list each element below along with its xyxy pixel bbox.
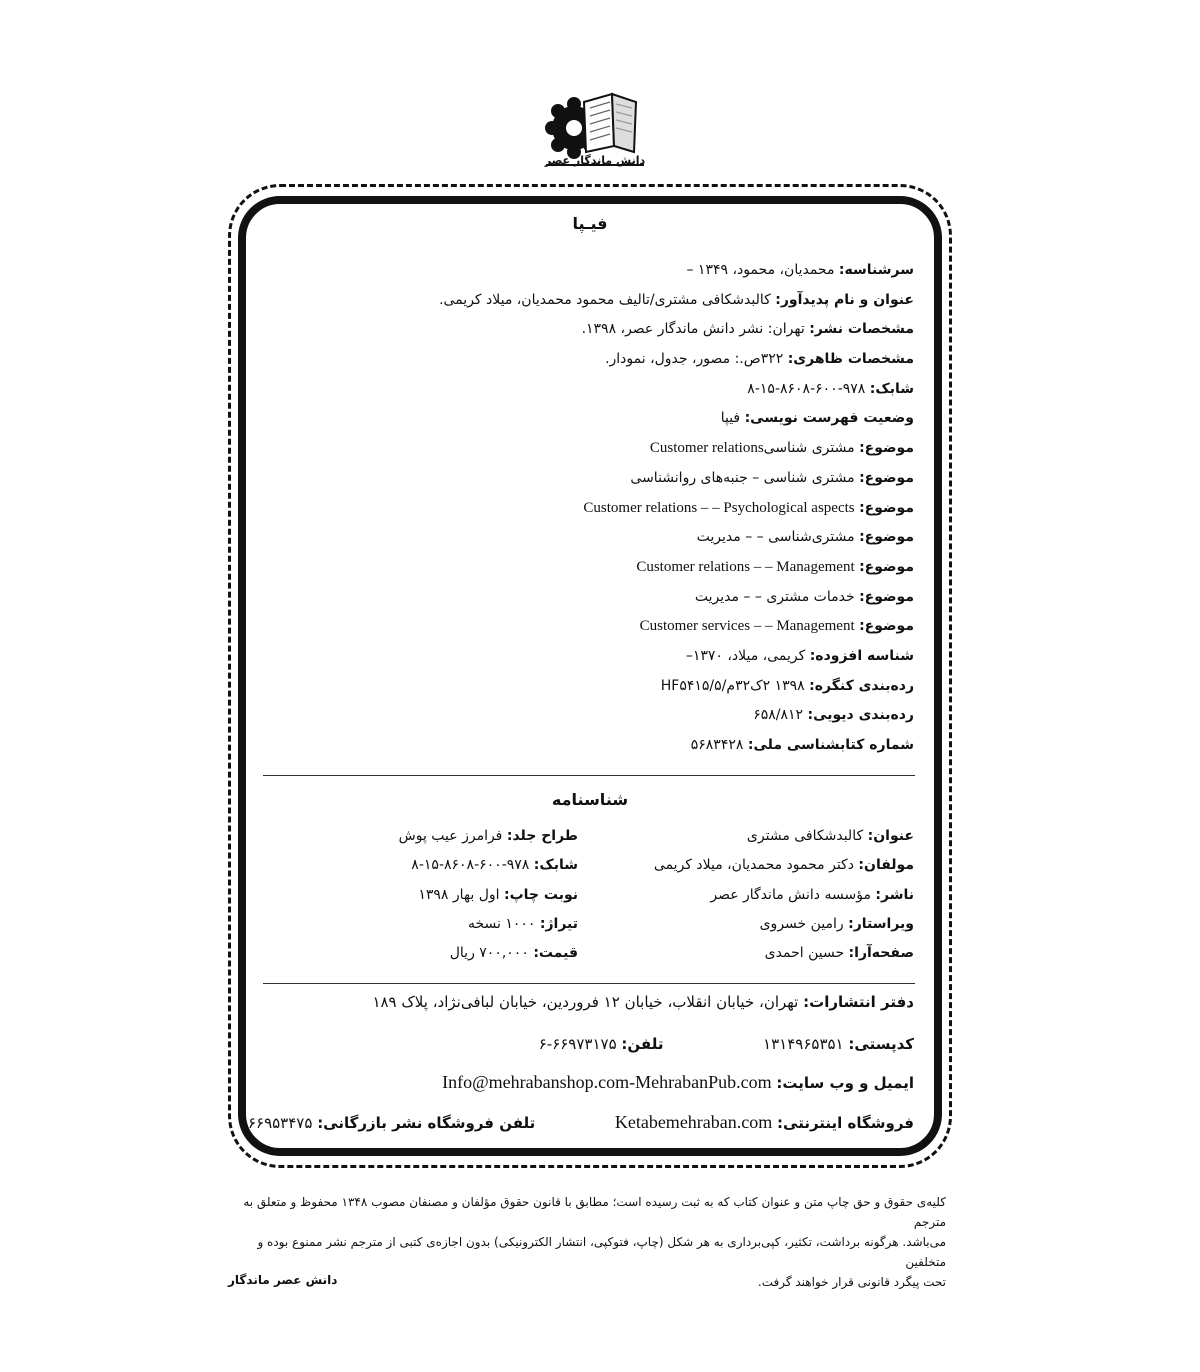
row-value: رامین خسروی bbox=[759, 915, 844, 932]
row-value-english: Customer relations – – Psychological aspects bbox=[583, 499, 855, 516]
row-value-english: Customer services – – Management bbox=[639, 618, 855, 635]
info-row bbox=[278, 910, 578, 939]
postal-value: ۱۳۱۴۹۶۵۳۵۱ bbox=[763, 1035, 844, 1053]
info-row bbox=[278, 851, 578, 880]
row-label: شابک: bbox=[533, 857, 578, 874]
row-label: ویراستار: bbox=[848, 915, 914, 932]
row-label: عنوان و نام پدیدآور: bbox=[775, 291, 914, 308]
row-label: عنوان: bbox=[867, 828, 914, 844]
info-row bbox=[264, 434, 914, 464]
row-value: مشتری شناسی bbox=[763, 440, 855, 457]
identity-heading: شناسنامه bbox=[551, 790, 629, 809]
info-row bbox=[264, 672, 914, 702]
fipa-heading: فیـپا bbox=[572, 214, 608, 233]
info-row bbox=[264, 286, 914, 316]
row-value: مشتری شناسی – جنبه‌های روانشناسی bbox=[630, 469, 855, 486]
row-value: مؤسسه دانش ماندگار عصر bbox=[710, 886, 871, 903]
office-address bbox=[274, 993, 914, 1011]
row-value: فیپا bbox=[720, 410, 741, 427]
info-row bbox=[594, 881, 914, 910]
logo-caption: دانش ماندگار عصر bbox=[544, 154, 646, 167]
row-value: کریمی، میلاد، ۱۳۷۰– bbox=[685, 647, 806, 664]
row-label: سرشناسه: bbox=[838, 262, 914, 278]
row-label: طراح جلد: bbox=[506, 828, 578, 844]
row-label: صفحه‌آرا: bbox=[848, 945, 914, 962]
row-label: موضوع: bbox=[859, 499, 914, 516]
divider bbox=[263, 983, 915, 984]
row-label: شماره کتابشناسی ملی: bbox=[747, 737, 914, 753]
info-row bbox=[264, 701, 914, 731]
row-label: تیراژ: bbox=[539, 915, 578, 932]
row-label: مولفان: bbox=[858, 857, 914, 874]
catalog-list bbox=[264, 256, 914, 761]
info-row bbox=[264, 494, 914, 524]
row-label: مشخصات نشر: bbox=[809, 321, 914, 338]
row-value-english: Customer relations – – Management bbox=[636, 558, 855, 575]
row-label: شابک: bbox=[869, 380, 914, 397]
row-label: موضوع: bbox=[859, 529, 914, 546]
row-value: ۱۰۰۰ نسخه bbox=[467, 915, 536, 932]
row-label: شناسه افزوده: bbox=[809, 647, 914, 664]
row-value: ۹۷۸-۶۰۰-۸۶۰۸-۱۵-۸ bbox=[411, 857, 530, 874]
postal-phone-row bbox=[274, 1035, 914, 1053]
info-row bbox=[594, 851, 914, 880]
copyright-notice bbox=[228, 1192, 946, 1292]
row-label: قیمت: bbox=[533, 945, 578, 962]
row-value: محمدیان، محمود، ۱۳۴۹ – bbox=[686, 262, 835, 278]
row-value: حسین احمدی bbox=[764, 945, 845, 962]
info-row bbox=[594, 939, 914, 968]
info-row bbox=[264, 612, 914, 642]
row-value: ۷۰۰,۰۰۰ ریال bbox=[449, 945, 529, 962]
row-label: موضوع: bbox=[859, 469, 914, 486]
row-value: دکتر محمود محمدیان، میلاد کریمی bbox=[653, 857, 854, 874]
web-label: ایمیل و وب سایت: bbox=[776, 1074, 914, 1092]
row-value: اول بهار ۱۳۹۸ bbox=[418, 886, 500, 903]
info-row bbox=[264, 642, 914, 672]
info-row bbox=[594, 822, 914, 851]
row-label: نوبت چاپ: bbox=[504, 886, 578, 903]
info-row bbox=[264, 315, 914, 345]
phone-value: ۶۶۹۷۳۱۷۵-۶ bbox=[538, 1035, 617, 1053]
copyright-line: تحت پیگرد قانونی قرار خواهند گرفت. bbox=[757, 1275, 946, 1289]
info-row bbox=[594, 910, 914, 939]
copyright-line: می‌باشد. هرگونه برداشت، تکثیر، کپی‌برداری به هر شکل (چاپ، فتوکپی، انتشار الکترونیکی) بدون اجازه‌ی کتبی از مترجم نشر ممنوع بوده و متخلفین bbox=[257, 1235, 946, 1269]
row-label: رده‌بندی دیویی: bbox=[807, 707, 914, 724]
row-value: فرامرز عیب پوش bbox=[398, 828, 503, 844]
row-value: ۱۳۹۸ ۲ک۳۲م/۵/HF۵۴۱۵ bbox=[660, 677, 805, 694]
info-row bbox=[278, 822, 578, 851]
row-value: خدمات مشتری – – مدیریت bbox=[694, 588, 855, 605]
web-value[interactable]: Info@mehrabanshop.com-MehrabanPub.com bbox=[442, 1072, 772, 1092]
info-row bbox=[264, 553, 914, 583]
info-row bbox=[264, 731, 914, 761]
shop-phone-value: ۶۶۹۵۳۴۷۵ bbox=[247, 1114, 313, 1132]
row-label: ناشر: bbox=[875, 886, 914, 903]
row-value: کالبدشکافی مشتری bbox=[746, 828, 864, 844]
identity-column-right bbox=[594, 822, 914, 968]
row-label: مشخصات ظاهری: bbox=[787, 351, 914, 368]
info-row bbox=[278, 881, 578, 910]
publisher-signature: دانش عصر ماندگار bbox=[228, 1273, 338, 1287]
row-value: مشتری‌شناسی – – مدیریت bbox=[696, 529, 855, 546]
row-label: رده‌بندی کنگره: bbox=[809, 677, 914, 694]
info-row bbox=[264, 404, 914, 434]
row-value: ۳۲۲ص.: مصور، جدول، نمودار. bbox=[605, 351, 784, 368]
info-row bbox=[264, 523, 914, 553]
divider bbox=[263, 775, 915, 776]
info-row bbox=[264, 583, 914, 613]
row-label: وضعیت فهرست نویسی: bbox=[744, 410, 914, 427]
row-value: ۵۶۸۳۴۲۸ bbox=[690, 737, 744, 753]
info-row bbox=[264, 256, 914, 286]
row-value: ۶۵۸/۸۱۲ bbox=[753, 707, 804, 724]
shop-phone-label: تلفن فروشگاه نشر بازرگانی: bbox=[317, 1114, 536, 1132]
phone-label: تلفن: bbox=[621, 1035, 664, 1053]
info-row bbox=[264, 464, 914, 494]
shop-value[interactable]: Ketabemehraban.com bbox=[614, 1112, 773, 1132]
copyright-line: کلیه‌ی حقوق و حق چاپ متن و عنوان کتاب که به ثبت رسیده است؛ مطابق با قانون حقوق مؤلفان و مصنفان مصوب ۱۳۴۸ محفوظ و متعلق به مترجم bbox=[243, 1195, 946, 1229]
row-value: کالبدشکافی مشتری/تالیف محمود محمدیان، میلاد کریمی. bbox=[439, 291, 771, 308]
info-row bbox=[264, 375, 914, 405]
row-value: ۹۷۸-۶۰۰-۸۶۰۸-۱۵-۸ bbox=[747, 380, 866, 397]
row-label: موضوع: bbox=[859, 440, 914, 457]
office-value: تهران، خیابان انقلاب، خیابان ۱۲ فروردین، خیابان لبافی‌نژاد، پلاک ۱۸۹ bbox=[372, 993, 799, 1011]
office-label: دفتر انتشارات: bbox=[803, 993, 914, 1011]
info-row bbox=[278, 939, 578, 968]
identity-column-left bbox=[278, 822, 578, 968]
shop-label: فروشگاه اینترنتی: bbox=[777, 1114, 914, 1132]
row-label: موضوع: bbox=[859, 618, 914, 635]
row-label: موضوع: bbox=[859, 558, 914, 575]
info-row bbox=[264, 345, 914, 375]
row-label: موضوع: bbox=[859, 588, 914, 605]
row-value-english: Customer relations bbox=[649, 440, 764, 457]
postal-label: کدپستی: bbox=[848, 1035, 914, 1053]
web-row bbox=[274, 1072, 914, 1093]
row-value: تهران: نشر دانش ماندگار عصر، ۱۳۹۸. bbox=[581, 321, 805, 338]
shop-row bbox=[247, 1112, 914, 1133]
